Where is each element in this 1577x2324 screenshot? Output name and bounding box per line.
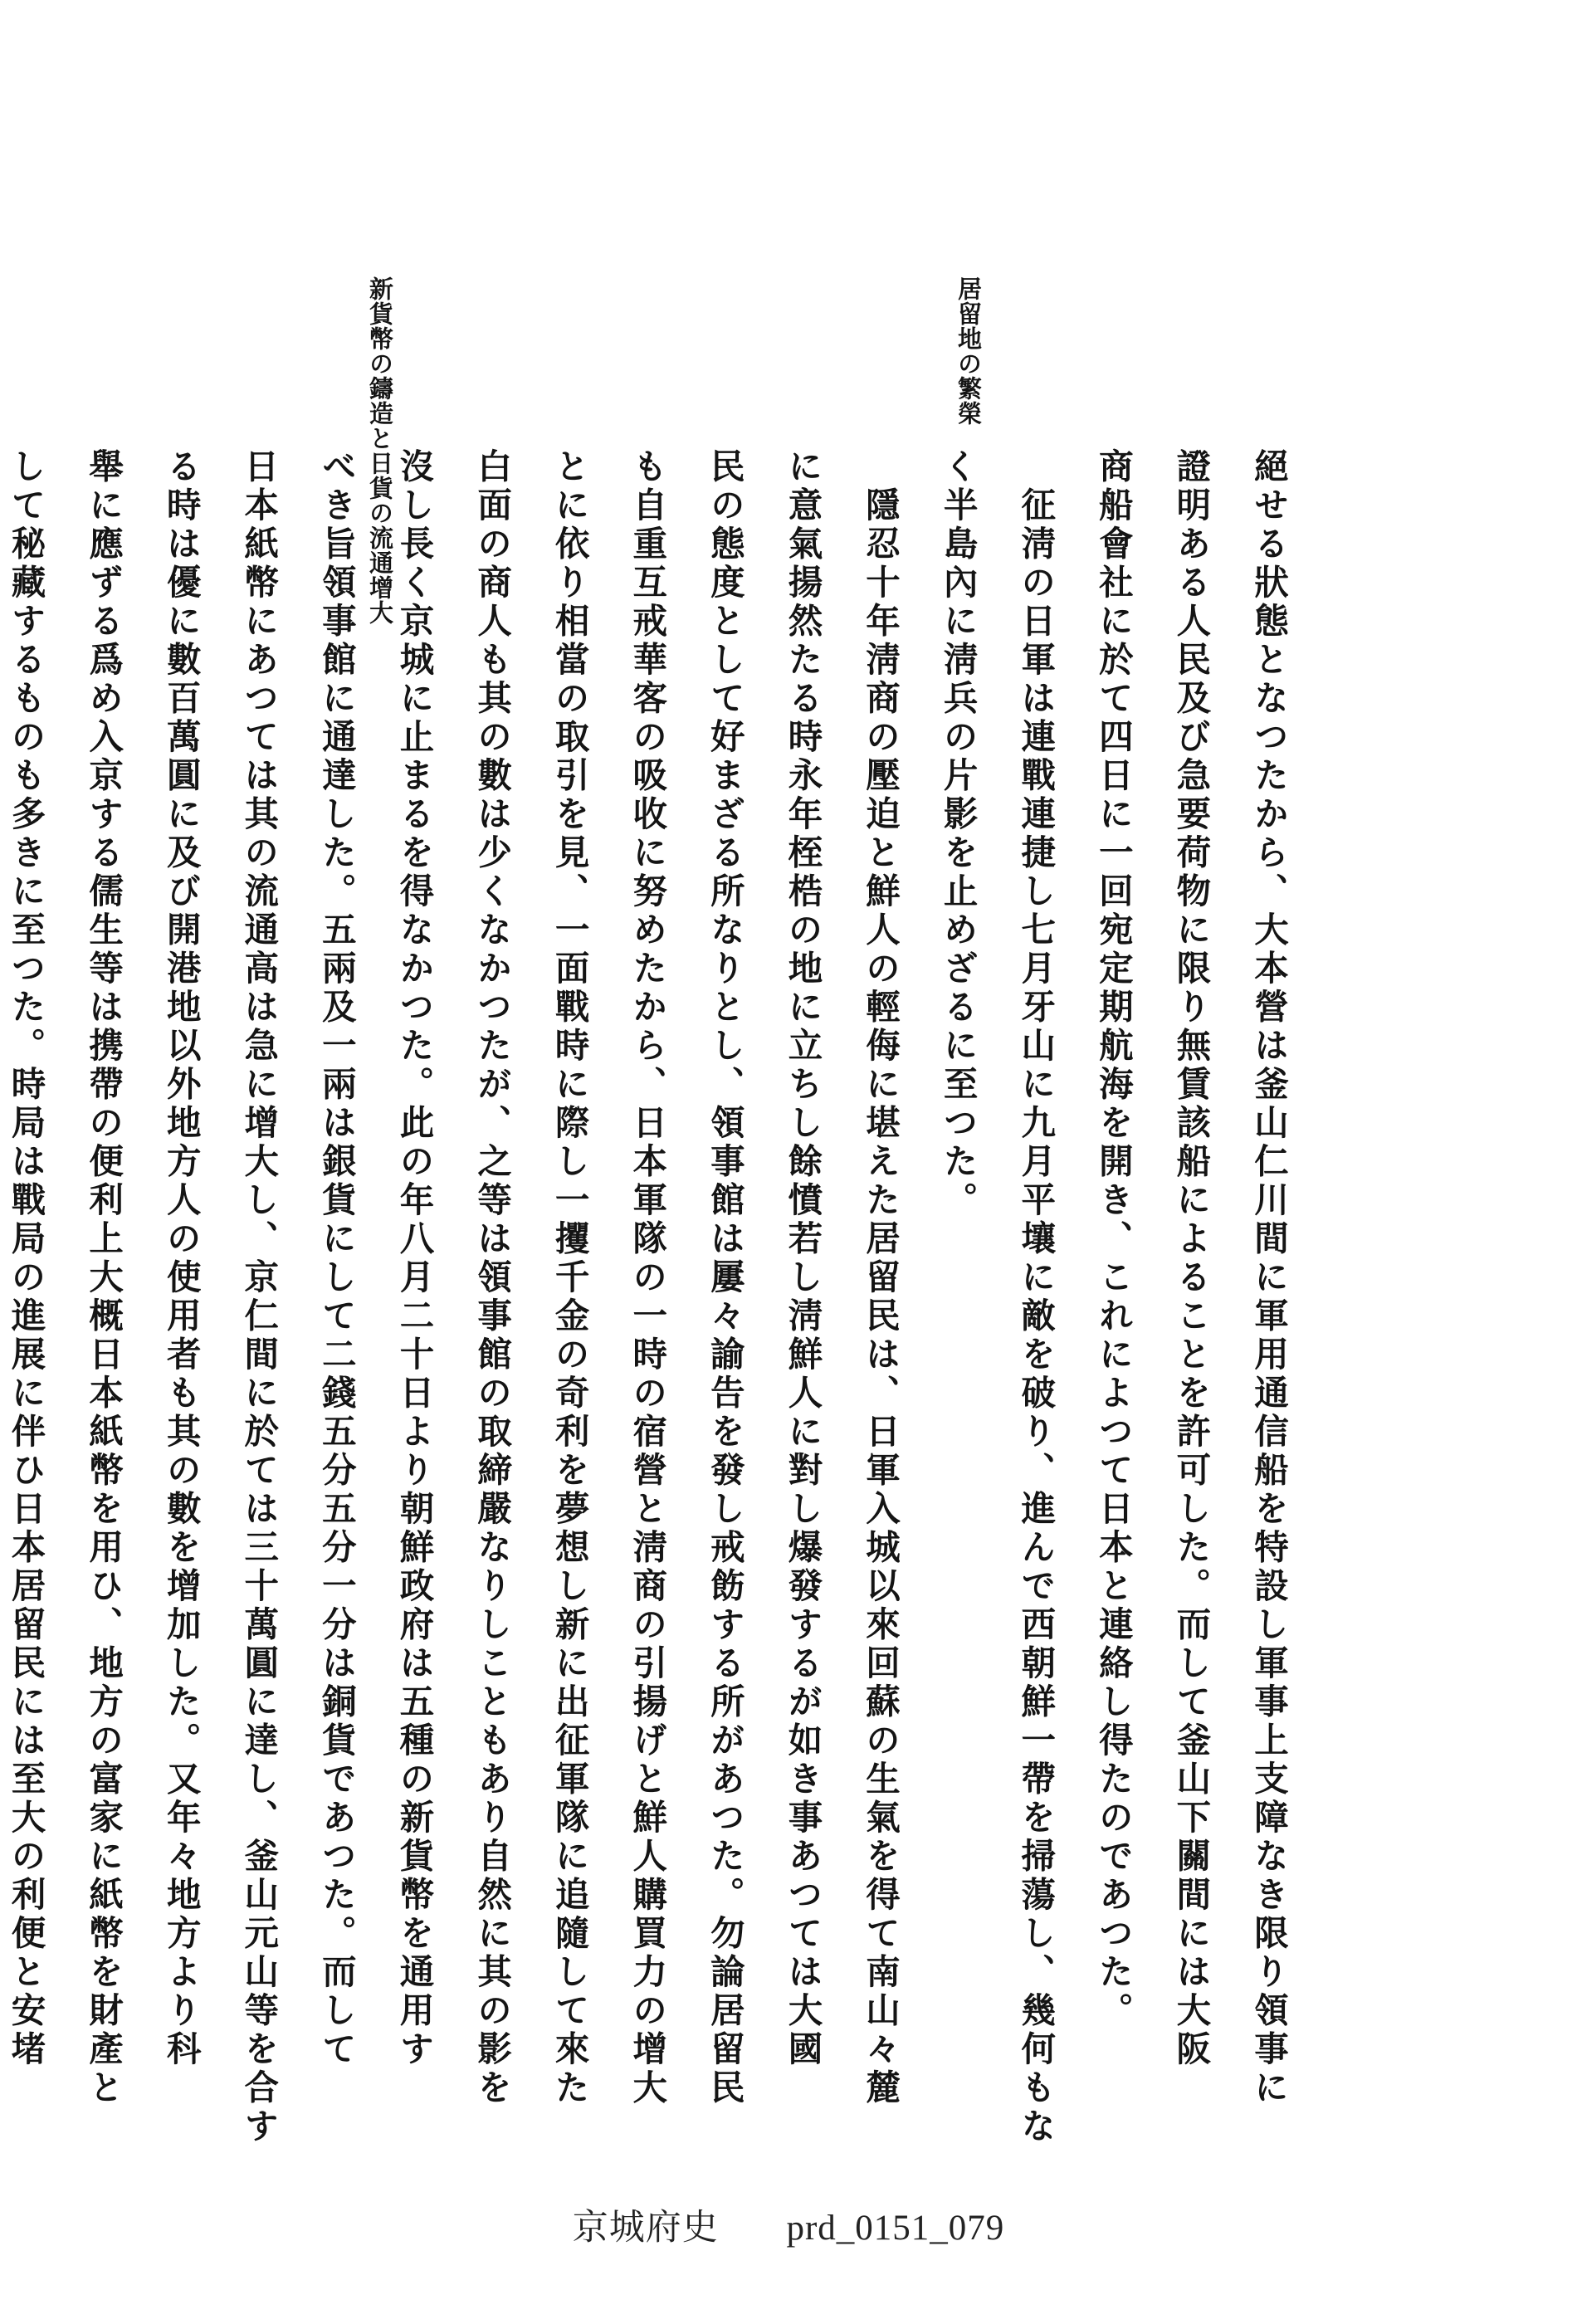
text-column: 隱忍十年淸商の壓迫と鮮人の輕侮に堪えた居留民は、日軍入城以來回蘇の生氣を得て南山々麓: [860, 448, 901, 2108]
text-column: して秘藏するものも多きに至つた。時局は戰局の進展に伴ひ日本居留民には至大の利便と安堵: [5, 448, 46, 2069]
book-title: 京城府史: [572, 2209, 719, 2248]
headnote-residence-prosperity: 居留地の繁榮: [954, 276, 983, 426]
text-column: 白面の商人も其の數は少くなかつたが、之等は領事館の取締嚴なりしこともあり自然に其の影を: [471, 448, 513, 2108]
text-column: とに依り相當の取引を見、一面戰時に際し一攫千金の奇利を夢想し新に出征軍隊に追隨して來た: [549, 448, 590, 2108]
text-column: 日本紙幣にあつては其の流通高は急に增大し、京仁間に於ては三十萬圓に達し、釜山元山等を合す: [238, 448, 280, 2146]
text-column: に意氣揚然たる時永年桎梏の地に立ちし餘憤若し淸鮮人に對し爆發するが如き事あつては大國: [782, 448, 823, 2069]
text-column: 商船會社に於て四日に一回宛定期航海を開き、これによつて日本と連絡し得たのであつた。: [1092, 448, 1134, 2031]
page-footer: [0, 2200, 1577, 2250]
text-column: く半島內に淸兵の片影を止めざるに至つた。: [937, 448, 979, 1220]
page-id: prd_0151_079: [786, 2209, 1005, 2248]
text-column: も自重互戒華客の吸收に努めたから、日本軍隊の一時の宿營と淸商の引揚げと鮮人購買力の增大: [627, 448, 668, 2108]
text-column: 沒し長く京城に止まるを得なかつた。此の年八月二十日より朝鮮政府は五種の新貨幣を通用す: [393, 448, 435, 2069]
text-column: る時は優に數百萬圓に及び開港地以外地方人の使用者も其の數を增加した。又年々地方より科: [160, 448, 202, 2069]
text-column: 絕せる狀態となつたから、大本營は釜山仁川間に軍用通信船を特設し軍事上支障なき限り領事に: [1248, 448, 1289, 2108]
text-column: 民の態度として好まざる所なりとし、領事館は屢々諭告を發し戒飭する所があつた。勿論居留民: [704, 448, 745, 2108]
text-column: 征淸の日軍は連戰連捷し七月牙山に九月平壤に敵を破り、進んで西朝鮮一帶を掃蕩し、幾何もな: [1015, 448, 1057, 2146]
headnote-new-currency: 新貨幣の鑄造と日貨の流通增大: [366, 276, 394, 625]
text-column: べき旨領事館に通達した。五兩及一兩は銀貨にして二錢五分五分一分は銅貨であつた。而して: [315, 448, 357, 2069]
text-column: 舉に應ずる爲め入京する儒生等は携帶の便利上大概日本紙幣を用ひ、地方の富家に紙幣を財產と: [83, 448, 124, 2108]
text-column: 證明ある人民及び急要荷物に限り無賃該船によることを許可した。而して釜山下關間には大阪: [1170, 448, 1212, 2069]
body-text: [0, 448, 1307, 2146]
